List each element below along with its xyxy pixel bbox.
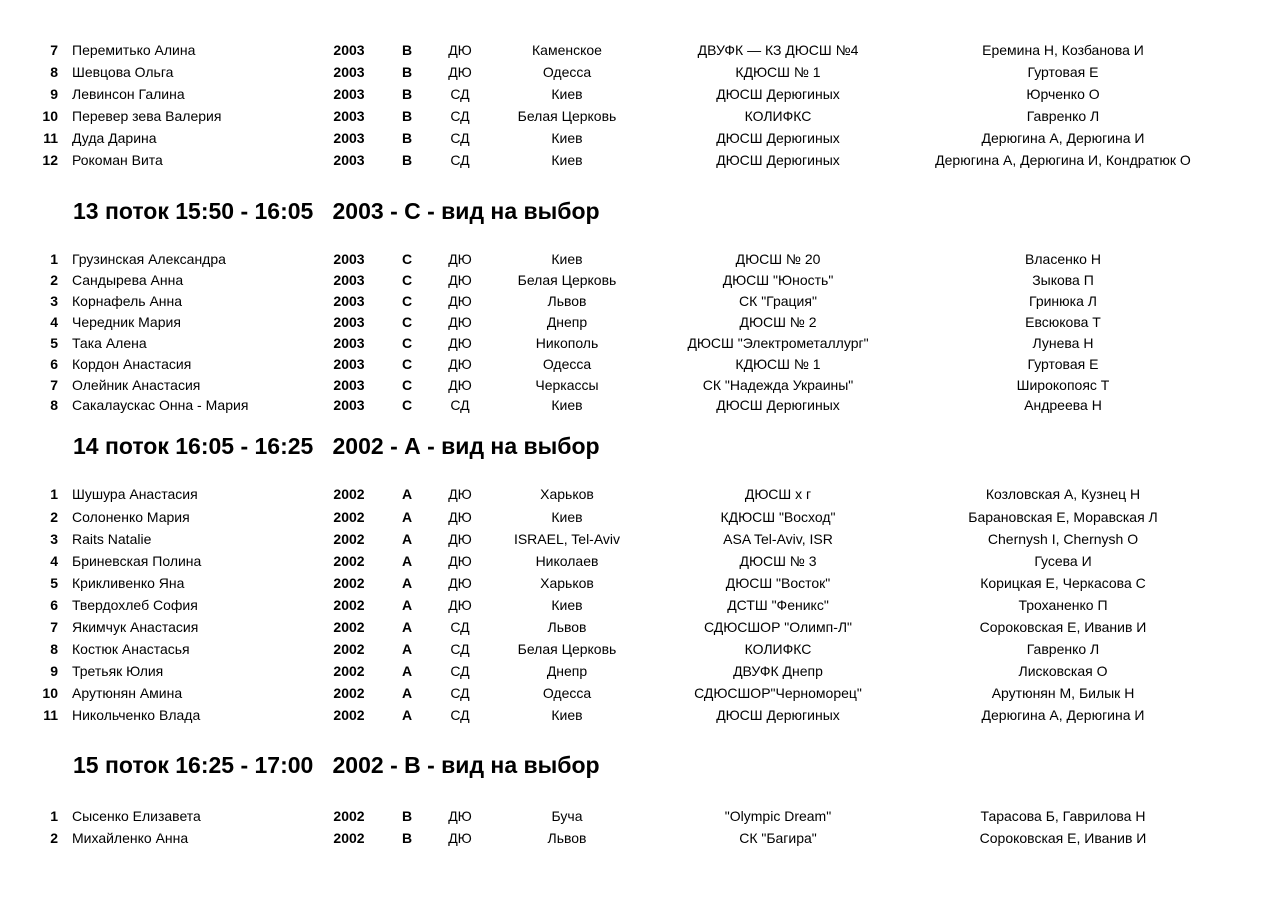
participant-name: Raits Natalie bbox=[72, 531, 152, 547]
participant-number: 6 bbox=[50, 356, 58, 372]
coach: Андреева Н bbox=[1024, 397, 1102, 413]
participant-row bbox=[0, 550, 1280, 572]
participant-number: 10 bbox=[42, 685, 58, 701]
club: ASA Tel-Aviv, ISR bbox=[723, 531, 833, 547]
participant-number: 8 bbox=[50, 641, 58, 657]
participant-name: Корнафель Анна bbox=[72, 293, 183, 309]
school-type: ДЮ bbox=[448, 509, 472, 525]
coach: Козловская А, Кузнец Н bbox=[985, 486, 1141, 502]
club: ДЮСШ "Юность" bbox=[722, 272, 834, 288]
participant-name: Крикливенко Яна bbox=[72, 575, 185, 591]
birth-year: 2003 bbox=[333, 293, 365, 309]
participant-row bbox=[0, 394, 1280, 416]
city: Белая Церковь bbox=[517, 108, 617, 124]
club: КДЮСШ "Восход" bbox=[720, 509, 836, 525]
city: Черкассы bbox=[535, 377, 599, 393]
birth-year: 2003 bbox=[333, 86, 365, 102]
participant-number: 11 bbox=[43, 707, 58, 723]
coach: Троханенко П bbox=[1018, 597, 1108, 613]
club: КДЮСШ № 1 bbox=[735, 356, 821, 372]
category: С bbox=[401, 251, 413, 267]
participant-row bbox=[0, 660, 1280, 682]
participant-name: Солоненко Мария bbox=[72, 509, 190, 525]
city: Киев bbox=[551, 86, 583, 102]
school-type: ДЮ bbox=[448, 356, 472, 372]
club: ДЮСШ Дерюгиных bbox=[716, 130, 840, 146]
school-type: ДЮ bbox=[448, 553, 472, 569]
birth-year: 2002 bbox=[333, 707, 365, 723]
coach: Сороковская Е, Иванив И bbox=[979, 830, 1147, 846]
participant-number: 6 bbox=[50, 597, 58, 613]
city: Днепр bbox=[546, 663, 588, 679]
section-heading: 13 поток 15:50 - 16:05 2003 - С - вид на выбор bbox=[73, 198, 600, 224]
school-type: СД bbox=[450, 707, 470, 723]
coach: Гусева И bbox=[1034, 553, 1092, 569]
birth-year: 2002 bbox=[333, 830, 365, 846]
city: Одесса bbox=[542, 356, 592, 372]
city: Львов bbox=[547, 293, 587, 309]
school-type: СД bbox=[450, 152, 470, 168]
participant-number: 9 bbox=[50, 663, 58, 679]
coach: Лисковская О bbox=[1018, 663, 1108, 679]
city: Каменское bbox=[532, 42, 602, 58]
participant-name: Така Алена bbox=[72, 335, 147, 351]
coach: Барановская Е, Моравская Л bbox=[968, 509, 1158, 525]
category: А bbox=[401, 641, 413, 657]
participant-name: Третьяк Юлия bbox=[72, 663, 164, 679]
coach: Лунева Н bbox=[1032, 335, 1094, 351]
participant-row bbox=[0, 594, 1280, 616]
participant-row bbox=[0, 682, 1280, 704]
participant-name: Перевер зева Валерия bbox=[72, 108, 222, 124]
participant-number: 1 bbox=[50, 251, 58, 267]
school-type: СД bbox=[450, 641, 470, 657]
city: Белая Церковь bbox=[517, 272, 617, 288]
city: Белая Церковь bbox=[517, 641, 617, 657]
club: ДВУФК Днепр bbox=[733, 663, 823, 679]
birth-year: 2003 bbox=[333, 314, 365, 330]
participant-row bbox=[0, 483, 1280, 505]
birth-year: 2002 bbox=[333, 663, 365, 679]
participant-row bbox=[0, 638, 1280, 660]
participant-row bbox=[0, 61, 1280, 83]
coach: Дерюгина А, Дерюгина И bbox=[981, 130, 1145, 146]
participant-row bbox=[0, 528, 1280, 550]
club: "Olympic Dream" bbox=[724, 808, 832, 824]
birth-year: 2002 bbox=[333, 531, 365, 547]
participant-name: Арутюнян Амина bbox=[72, 685, 183, 701]
participant-number: 8 bbox=[50, 397, 58, 413]
participant-number: 12 bbox=[42, 152, 58, 168]
coach: Дерюгина А, Дерюгина И, Кондратюк О bbox=[935, 152, 1191, 168]
category: С bbox=[401, 314, 413, 330]
participant-name: Сысенко Елизавета bbox=[72, 808, 201, 824]
club: СДЮСШОР "Олимп-Л" bbox=[703, 619, 853, 635]
participant-name: Левинсон Галина bbox=[72, 86, 185, 102]
participant-row bbox=[0, 269, 1280, 291]
participant-name: Сандырева Анна bbox=[72, 272, 184, 288]
coach: Широкопояс Т bbox=[1016, 377, 1110, 393]
category: А bbox=[401, 531, 413, 547]
participant-name: Дуда Дарина bbox=[72, 130, 157, 146]
school-type: ДЮ bbox=[448, 42, 472, 58]
birth-year: 2002 bbox=[333, 641, 365, 657]
school-type: ДЮ bbox=[448, 377, 472, 393]
category: А bbox=[401, 509, 413, 525]
coach: Гуртовая Е bbox=[1027, 356, 1099, 372]
participant-name: Чередник Мария bbox=[72, 314, 181, 330]
birth-year: 2003 bbox=[333, 42, 365, 58]
participant-row bbox=[0, 506, 1280, 528]
school-type: ДЮ bbox=[448, 597, 472, 613]
birth-year: 2002 bbox=[333, 575, 365, 591]
birth-year: 2003 bbox=[333, 377, 365, 393]
coach: Еремина Н, Козбанова И bbox=[982, 42, 1144, 58]
category: С bbox=[401, 272, 413, 288]
coach: Гуртовая Е bbox=[1027, 64, 1099, 80]
participant-name: Якимчук Анастасия bbox=[72, 619, 199, 635]
club: ДСТШ "Феникс" bbox=[727, 597, 829, 613]
school-type: ДЮ bbox=[448, 64, 472, 80]
participant-row bbox=[0, 311, 1280, 333]
participant-row bbox=[0, 332, 1280, 354]
club: ДЮСШ "Восток" bbox=[725, 575, 831, 591]
city: Одесса bbox=[542, 64, 592, 80]
city: Львов bbox=[547, 619, 587, 635]
school-type: СД bbox=[450, 663, 470, 679]
coach: Корицкая Е, Черкасова С bbox=[980, 575, 1146, 591]
participant-row bbox=[0, 149, 1280, 171]
city: Буча bbox=[551, 808, 583, 824]
category: А bbox=[401, 486, 413, 502]
participant-number: 7 bbox=[50, 42, 58, 58]
club: ДЮСШ х г bbox=[744, 486, 812, 502]
birth-year: 2003 bbox=[333, 152, 365, 168]
school-type: ДЮ bbox=[448, 293, 472, 309]
participant-row bbox=[0, 39, 1280, 61]
category: А bbox=[401, 575, 413, 591]
participant-number: 3 bbox=[50, 293, 58, 309]
section-heading: 14 поток 16:05 - 16:25 2002 - А - вид на выбор bbox=[73, 433, 600, 459]
club: КДЮСШ № 1 bbox=[735, 64, 821, 80]
club: СК "Грация" bbox=[739, 293, 817, 309]
participant-name: Никольченко Влада bbox=[72, 707, 201, 723]
city: Киев bbox=[551, 251, 583, 267]
participant-number: 4 bbox=[50, 314, 58, 330]
coach: Юрченко О bbox=[1026, 86, 1100, 102]
school-type: СД bbox=[450, 86, 470, 102]
birth-year: 2002 bbox=[333, 619, 365, 635]
category: С bbox=[401, 397, 413, 413]
participant-name: Шевцова Ольга bbox=[72, 64, 174, 80]
birth-year: 2003 bbox=[333, 356, 365, 372]
participant-name: Сакалаускас Онна - Мария bbox=[72, 397, 249, 413]
participant-name: Олейник Анастасия bbox=[72, 377, 201, 393]
participant-number: 2 bbox=[50, 272, 58, 288]
birth-year: 2002 bbox=[333, 808, 365, 824]
club: ДЮСШ "Электрометаллург" bbox=[687, 335, 869, 351]
participant-row bbox=[0, 105, 1280, 127]
club: ДЮСШ Дерюгиных bbox=[716, 152, 840, 168]
city: Днепр bbox=[546, 314, 588, 330]
category: А bbox=[401, 707, 413, 723]
birth-year: 2003 bbox=[333, 108, 365, 124]
coach: Гавренко Л bbox=[1026, 641, 1100, 657]
city: Киев bbox=[551, 130, 583, 146]
school-type: ДЮ bbox=[448, 314, 472, 330]
participant-number: 5 bbox=[50, 575, 58, 591]
school-type: ДЮ bbox=[448, 335, 472, 351]
city: Харьков bbox=[540, 486, 594, 502]
participant-number: 8 bbox=[50, 64, 58, 80]
coach: Власенко Н bbox=[1025, 251, 1101, 267]
participant-name: Твердохлеб София bbox=[72, 597, 198, 613]
club: ДВУФК — КЗ ДЮСШ №4 bbox=[697, 42, 859, 58]
city: ISRAEL, Tel-Aviv bbox=[513, 531, 621, 547]
club: ДЮСШ Дерюгиных bbox=[716, 86, 840, 102]
category: В bbox=[401, 86, 413, 102]
club: СДЮСШОР"Черноморец" bbox=[694, 685, 862, 701]
school-type: ДЮ bbox=[448, 531, 472, 547]
club: СК "Багира" bbox=[739, 830, 817, 846]
category: А bbox=[401, 663, 413, 679]
participant-name: Рокоман Вита bbox=[72, 152, 163, 168]
coach: Зыкова П bbox=[1032, 272, 1094, 288]
section-heading: 15 поток 16:25 - 17:00 2002 - В - вид на выбор bbox=[73, 752, 600, 778]
city: Киев bbox=[551, 707, 583, 723]
school-type: СД bbox=[450, 130, 470, 146]
category: С bbox=[401, 293, 413, 309]
participant-row bbox=[0, 374, 1280, 396]
school-type: СД bbox=[450, 397, 470, 413]
club: ДЮСШ № 20 bbox=[735, 251, 821, 267]
birth-year: 2002 bbox=[333, 553, 365, 569]
category: А bbox=[401, 619, 413, 635]
city: Киев bbox=[551, 509, 583, 525]
club: СК "Надежда Украины" bbox=[702, 377, 854, 393]
city: Харьков bbox=[540, 575, 594, 591]
category: В bbox=[401, 64, 413, 80]
category: С bbox=[401, 377, 413, 393]
category: А bbox=[401, 597, 413, 613]
category: В bbox=[401, 42, 413, 58]
club: КОЛИФКС bbox=[744, 641, 812, 657]
category: В bbox=[401, 152, 413, 168]
school-type: ДЮ bbox=[448, 808, 472, 824]
participant-name: Бриневская Полина bbox=[72, 553, 202, 569]
participant-name: Костюк Анастасья bbox=[72, 641, 190, 657]
participant-row bbox=[0, 616, 1280, 638]
coach: Арутюнян М, Билык Н bbox=[991, 685, 1135, 701]
club: ДЮСШ Дерюгиных bbox=[716, 397, 840, 413]
category: С bbox=[401, 356, 413, 372]
participant-name: Перемитько Алина bbox=[72, 42, 196, 58]
city: Киев bbox=[551, 397, 583, 413]
city: Николаев bbox=[535, 553, 599, 569]
city: Одесса bbox=[542, 685, 592, 701]
club: ДЮСШ № 3 bbox=[739, 553, 817, 569]
participant-row bbox=[0, 127, 1280, 149]
participant-number: 5 bbox=[50, 335, 58, 351]
participant-name: Кордон Анастасия bbox=[72, 356, 192, 372]
birth-year: 2003 bbox=[333, 335, 365, 351]
club: КОЛИФКС bbox=[744, 108, 812, 124]
category: А bbox=[401, 685, 413, 701]
participant-number: 2 bbox=[50, 830, 58, 846]
city: Киев bbox=[551, 152, 583, 168]
participant-name: Грузинская Александра bbox=[72, 251, 226, 267]
participant-name: Шушура Анастасия bbox=[72, 486, 198, 502]
coach: Тарасова Б, Гаврилова Н bbox=[980, 808, 1146, 824]
coach: Евсюкова Т bbox=[1025, 314, 1101, 330]
category: В bbox=[401, 130, 413, 146]
coach: Гавренко Л bbox=[1026, 108, 1100, 124]
participant-number: 7 bbox=[50, 619, 58, 635]
city: Киев bbox=[551, 597, 583, 613]
birth-year: 2003 bbox=[333, 251, 365, 267]
club: ДЮСШ Дерюгиных bbox=[716, 707, 840, 723]
birth-year: 2002 bbox=[333, 597, 365, 613]
category: А bbox=[401, 553, 413, 569]
participant-name: Михайленко Анна bbox=[72, 830, 189, 846]
school-type: СД bbox=[450, 108, 470, 124]
participant-row bbox=[0, 290, 1280, 312]
participant-row bbox=[0, 83, 1280, 105]
coach: Гринюка Л bbox=[1029, 293, 1097, 309]
school-type: ДЮ bbox=[448, 575, 472, 591]
school-type: СД bbox=[450, 619, 470, 635]
school-type: ДЮ bbox=[448, 272, 472, 288]
club: ДЮСШ № 2 bbox=[739, 314, 817, 330]
birth-year: 2003 bbox=[333, 130, 365, 146]
participant-row bbox=[0, 827, 1280, 849]
participant-row bbox=[0, 805, 1280, 827]
school-type: ДЮ bbox=[448, 830, 472, 846]
city: Львов bbox=[547, 830, 587, 846]
participant-number: 2 bbox=[50, 509, 58, 525]
school-type: СД bbox=[450, 685, 470, 701]
birth-year: 2003 bbox=[333, 64, 365, 80]
birth-year: 2003 bbox=[333, 397, 365, 413]
birth-year: 2002 bbox=[333, 685, 365, 701]
school-type: ДЮ bbox=[448, 251, 472, 267]
participant-number: 9 bbox=[50, 86, 58, 102]
coach: Сороковская Е, Иванив И bbox=[979, 619, 1147, 635]
participant-row bbox=[0, 704, 1280, 726]
city: Никополь bbox=[535, 335, 599, 351]
category: В bbox=[401, 830, 413, 846]
participant-number: 3 bbox=[50, 531, 58, 547]
participant-number: 4 bbox=[50, 553, 58, 569]
participant-row bbox=[0, 248, 1280, 270]
participant-row bbox=[0, 572, 1280, 594]
category: В bbox=[401, 108, 413, 124]
participant-number: 1 bbox=[50, 486, 58, 502]
participant-row bbox=[0, 353, 1280, 375]
birth-year: 2002 bbox=[333, 486, 365, 502]
birth-year: 2003 bbox=[333, 272, 365, 288]
participant-number: 1 bbox=[50, 808, 58, 824]
category: В bbox=[401, 808, 413, 824]
school-type: ДЮ bbox=[448, 486, 472, 502]
participant-number: 7 bbox=[50, 377, 58, 393]
coach: Дерюгина А, Дерюгина И bbox=[981, 707, 1145, 723]
coach: Chernysh I, Chernysh O bbox=[987, 531, 1139, 547]
category: С bbox=[401, 335, 413, 351]
participant-number: 10 bbox=[42, 108, 58, 124]
participant-number: 11 bbox=[43, 130, 58, 146]
birth-year: 2002 bbox=[333, 509, 365, 525]
